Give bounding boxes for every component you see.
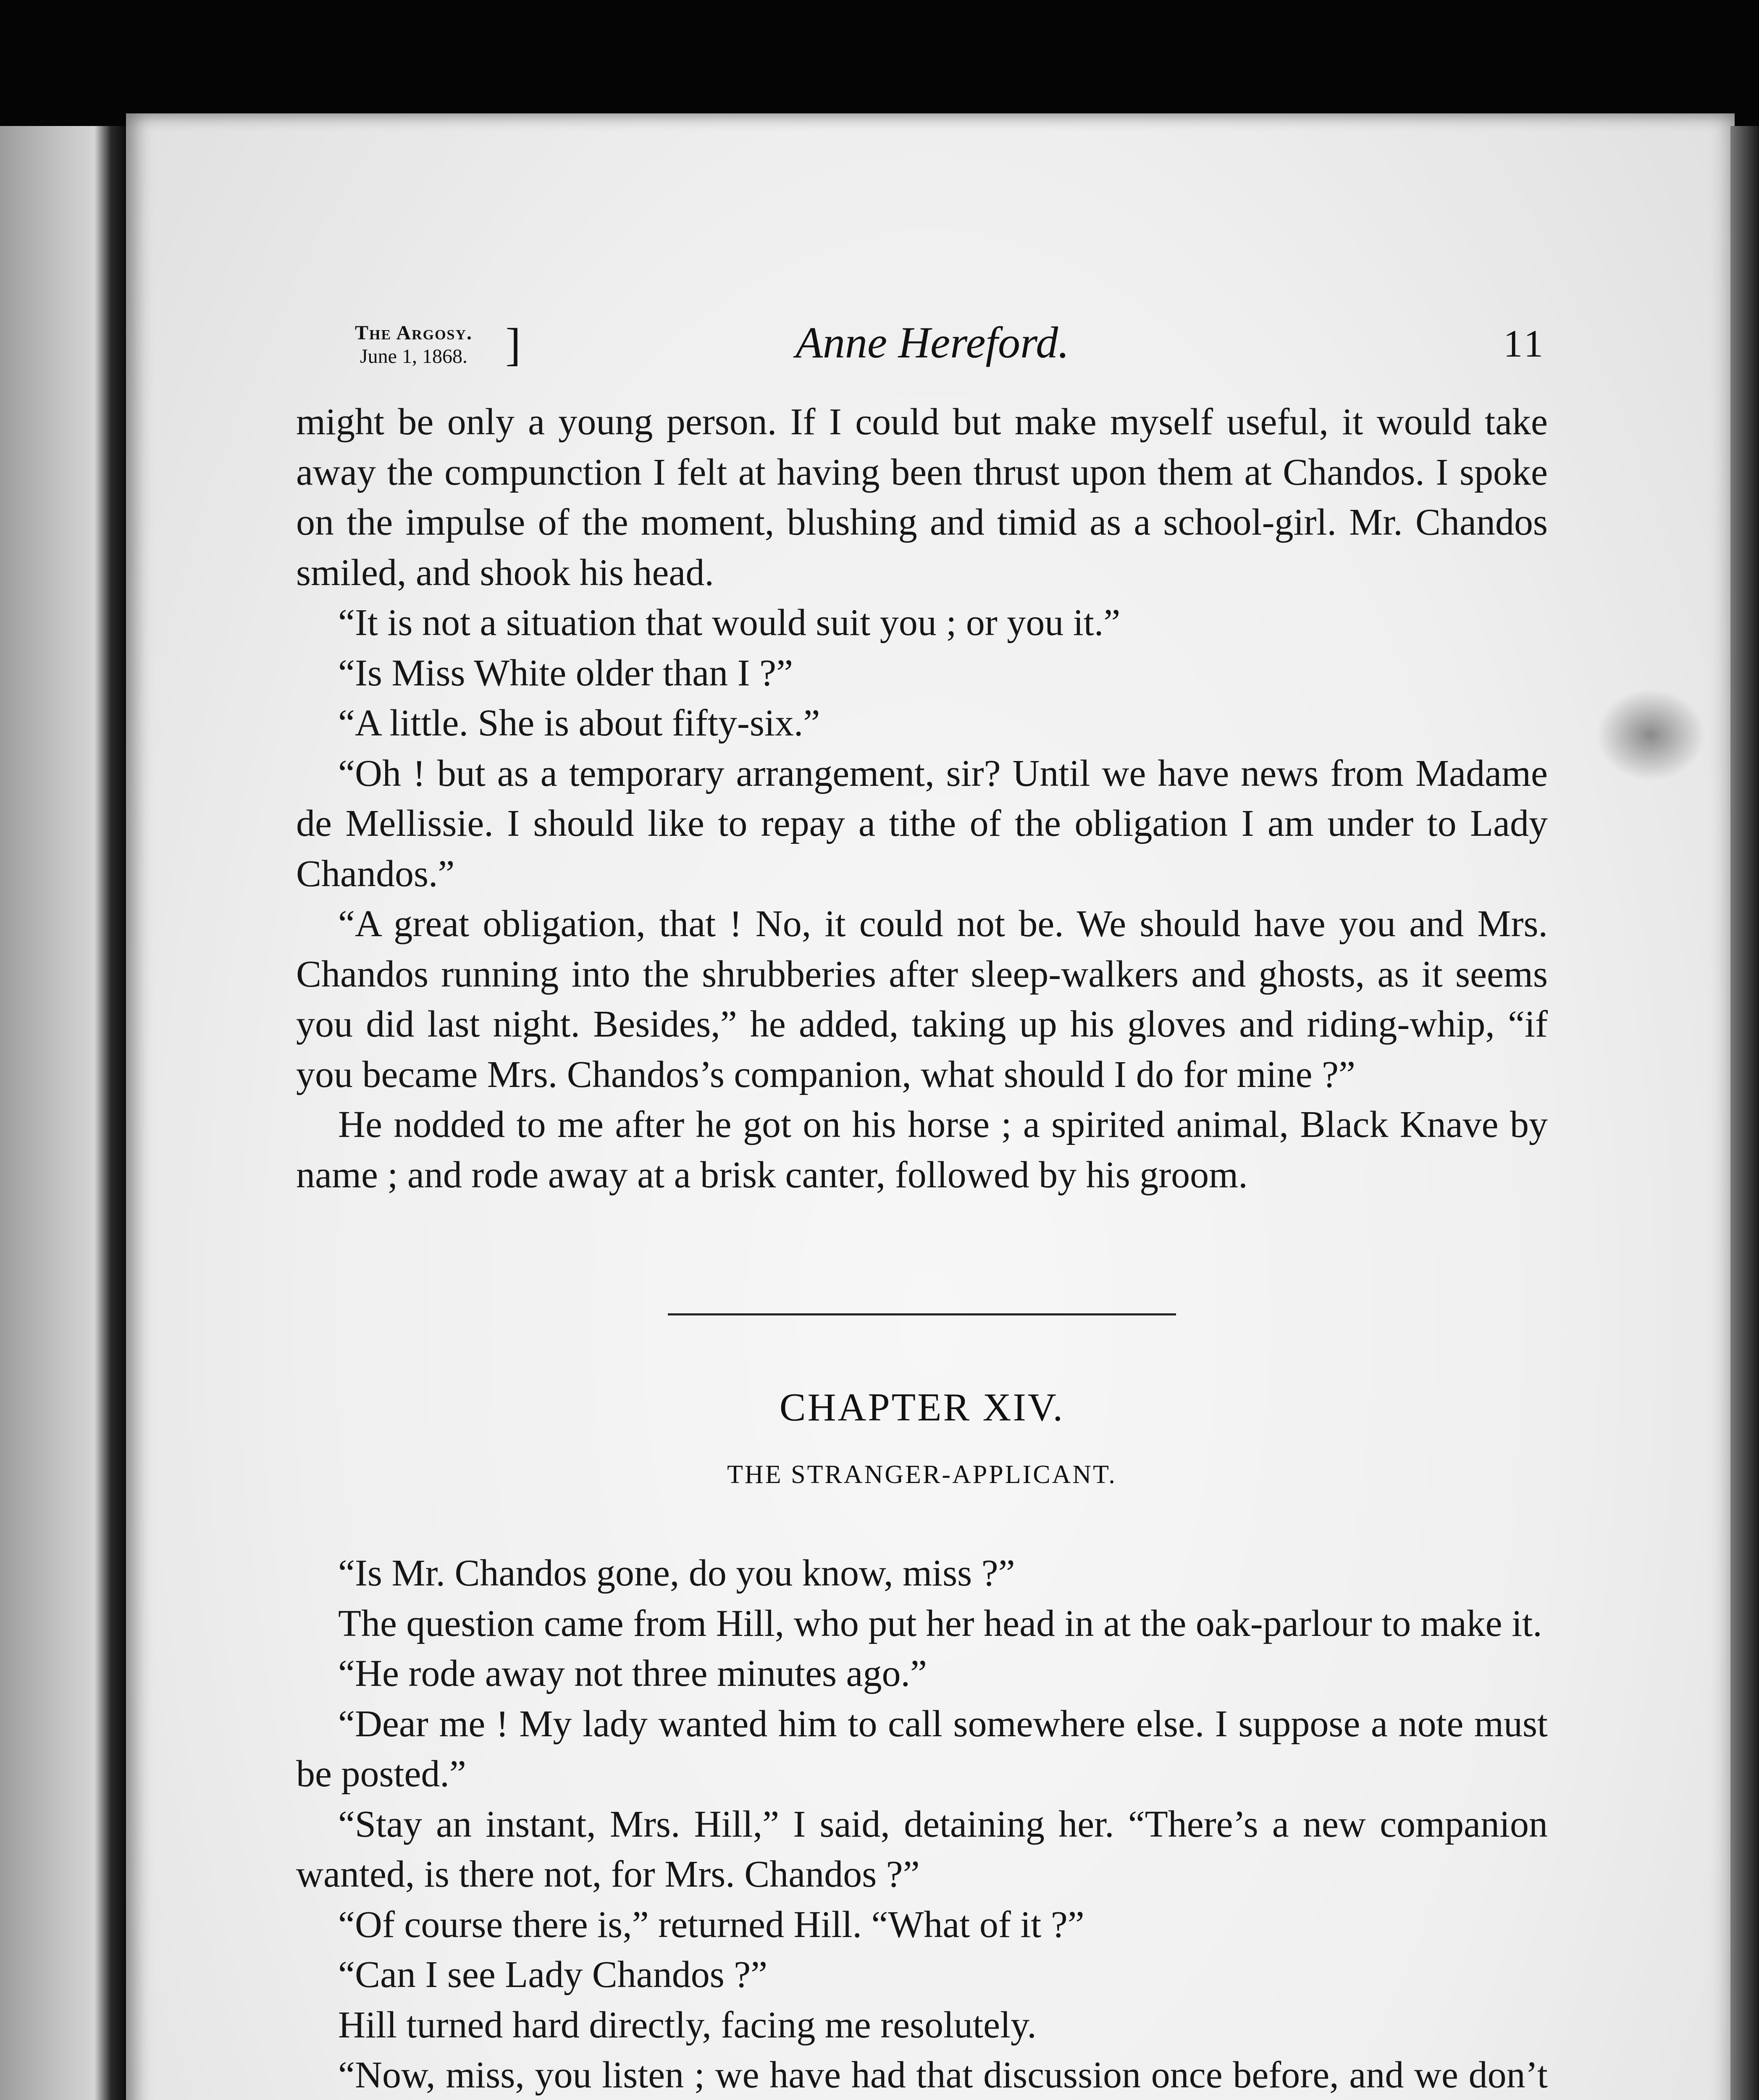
citation-bracket: ] bbox=[505, 319, 521, 370]
paragraph: “Can I see Lady Chandos ?” bbox=[338, 1954, 768, 1995]
page-body bbox=[296, 397, 1548, 2100]
paragraph: He nodded to me after he got on his horse ; a spirited animal, Black Knave by name ; and rode away at a brisk canter, followed by his groom. bbox=[296, 1104, 1548, 1196]
section-divider bbox=[668, 1313, 1176, 1315]
scan-border-top bbox=[0, 0, 1759, 126]
paragraph: might be only a young person. If I could but make myself useful, it would take away the compunction I felt at having been thrust upon them at Chandos. I spoke on the impulse of the moment, blushing and timid as a school-girl. Mr. Chandos smiled, and shook his head. bbox=[296, 401, 1548, 593]
paragraph: The question came from Hill, who put her head in at the oak-parlour to make it. bbox=[338, 1602, 1542, 1644]
journal-name: The Argosy. bbox=[354, 322, 473, 344]
running-title: Anne Hereford. bbox=[795, 318, 1069, 367]
paragraph: “Is Mr. Chandos gone, do you know, miss ?” bbox=[338, 1552, 1015, 1594]
paragraph: “Now, miss, you listen ; we have had that discussion once before, and we don’t bbox=[338, 2054, 1548, 2096]
paragraph: “Dear me ! My lady wanted him to call somewhere else. I suppose a note must be posted.” bbox=[296, 1703, 1548, 1795]
paragraph: “Stay an instant, Mrs. Hill,” I said, detaining her. “There’s a new companion wanted, is there not, for Mrs. Chandos ?” bbox=[296, 1803, 1548, 1895]
chapter-break bbox=[296, 1313, 1548, 1500]
page-number: 11 bbox=[1503, 322, 1546, 365]
paragraph: “He rode away not three minutes ago.” bbox=[338, 1653, 927, 1694]
ink-smudge bbox=[1596, 689, 1705, 781]
paragraph: “Is Miss White older than I ?” bbox=[338, 652, 793, 694]
paragraph: “Of course there is,” returned Hill. “What of it ?” bbox=[338, 1903, 1084, 1945]
paragraph: “Oh ! but as a temporary arrangement, sir? Until we have news from Madame de Mellissie. I should like to repay a tithe of the obligation I am under to Lady Chandos.” bbox=[296, 752, 1548, 895]
facing-page-edge bbox=[0, 126, 126, 2100]
paragraph: “A great obligation, that ! No, it could not be. We should have you and Mrs. Chandos running into the shrubberies after sleep-walkers and ghosts, as it seems you did last night. Besides,” he added, taking up his gloves and riding-whip, “if you became Mrs. Chandos’s companion, what should I do for mine ?” bbox=[296, 903, 1548, 1095]
page-shadow-edge bbox=[1730, 126, 1759, 2100]
chapter-title: CHAPTER XIV. bbox=[779, 1386, 1065, 1429]
paragraph: “A little. She is about fifty-six.” bbox=[338, 702, 820, 744]
paragraph: Hill turned hard directly, facing me resolutely. bbox=[338, 2004, 1037, 2046]
issue-date: June 1, 1868. bbox=[360, 345, 467, 368]
running-head bbox=[319, 317, 1546, 384]
paragraph: “It is not a situation that would suit you ; or you it.” bbox=[338, 602, 1121, 643]
chapter-subtitle: THE STRANGER-APPLICANT. bbox=[727, 1460, 1117, 1489]
